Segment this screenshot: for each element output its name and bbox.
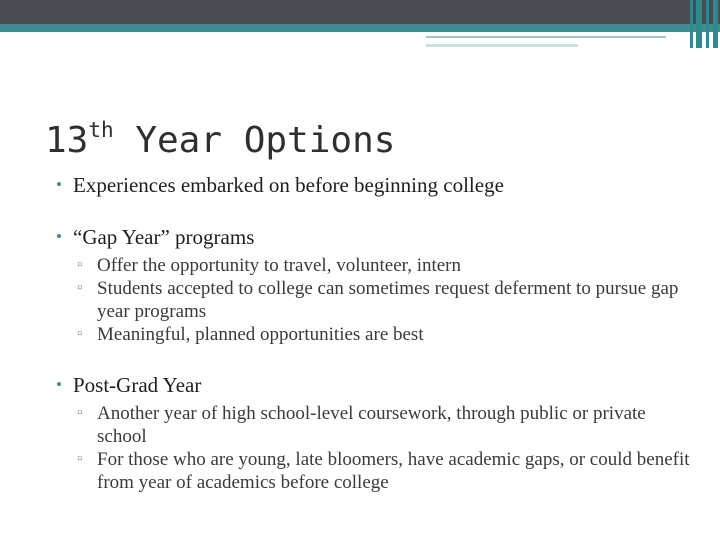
- title-superscript: th: [88, 118, 114, 142]
- sub-bullet-item: ▫ Students accepted to college can sometimes request deferment to pursue gap year programs: [73, 277, 696, 323]
- sub-bullet-list: [73, 402, 696, 494]
- sub-bullet-item: ▫ Meaningful, planned opportunities are best: [73, 323, 696, 346]
- title-text: Year Options: [113, 120, 396, 161]
- top-dark-band: [0, 0, 720, 24]
- bullet-item: [56, 224, 696, 346]
- sub-bullet-item: ▫ Offer the opportunity to travel, volunteer, intern: [73, 254, 696, 277]
- bullet-item: [56, 372, 696, 494]
- sub-bullet-item: ▫ For those who are young, late bloomers, have academic gaps, or could benefit from year of academics before college: [73, 448, 696, 494]
- slide-title: [45, 108, 395, 165]
- decorative-line: [426, 44, 578, 47]
- decorative-line: [426, 36, 666, 38]
- top-teal-band: [0, 24, 720, 32]
- bullet-item: [56, 172, 696, 198]
- title-number: 13: [45, 120, 89, 161]
- corner-stripes: [686, 0, 720, 48]
- sub-bullet-item: ▫ Another year of high school-level coursework, through public or private school: [73, 402, 696, 448]
- sub-bullet-list: [73, 254, 696, 346]
- bullet-text: • Post-Grad Year: [73, 373, 202, 397]
- bullet-text: • “Gap Year” programs: [73, 225, 255, 249]
- bullet-list: [56, 172, 696, 520]
- bullet-text: • Experiences embarked on before beginning college: [73, 173, 504, 197]
